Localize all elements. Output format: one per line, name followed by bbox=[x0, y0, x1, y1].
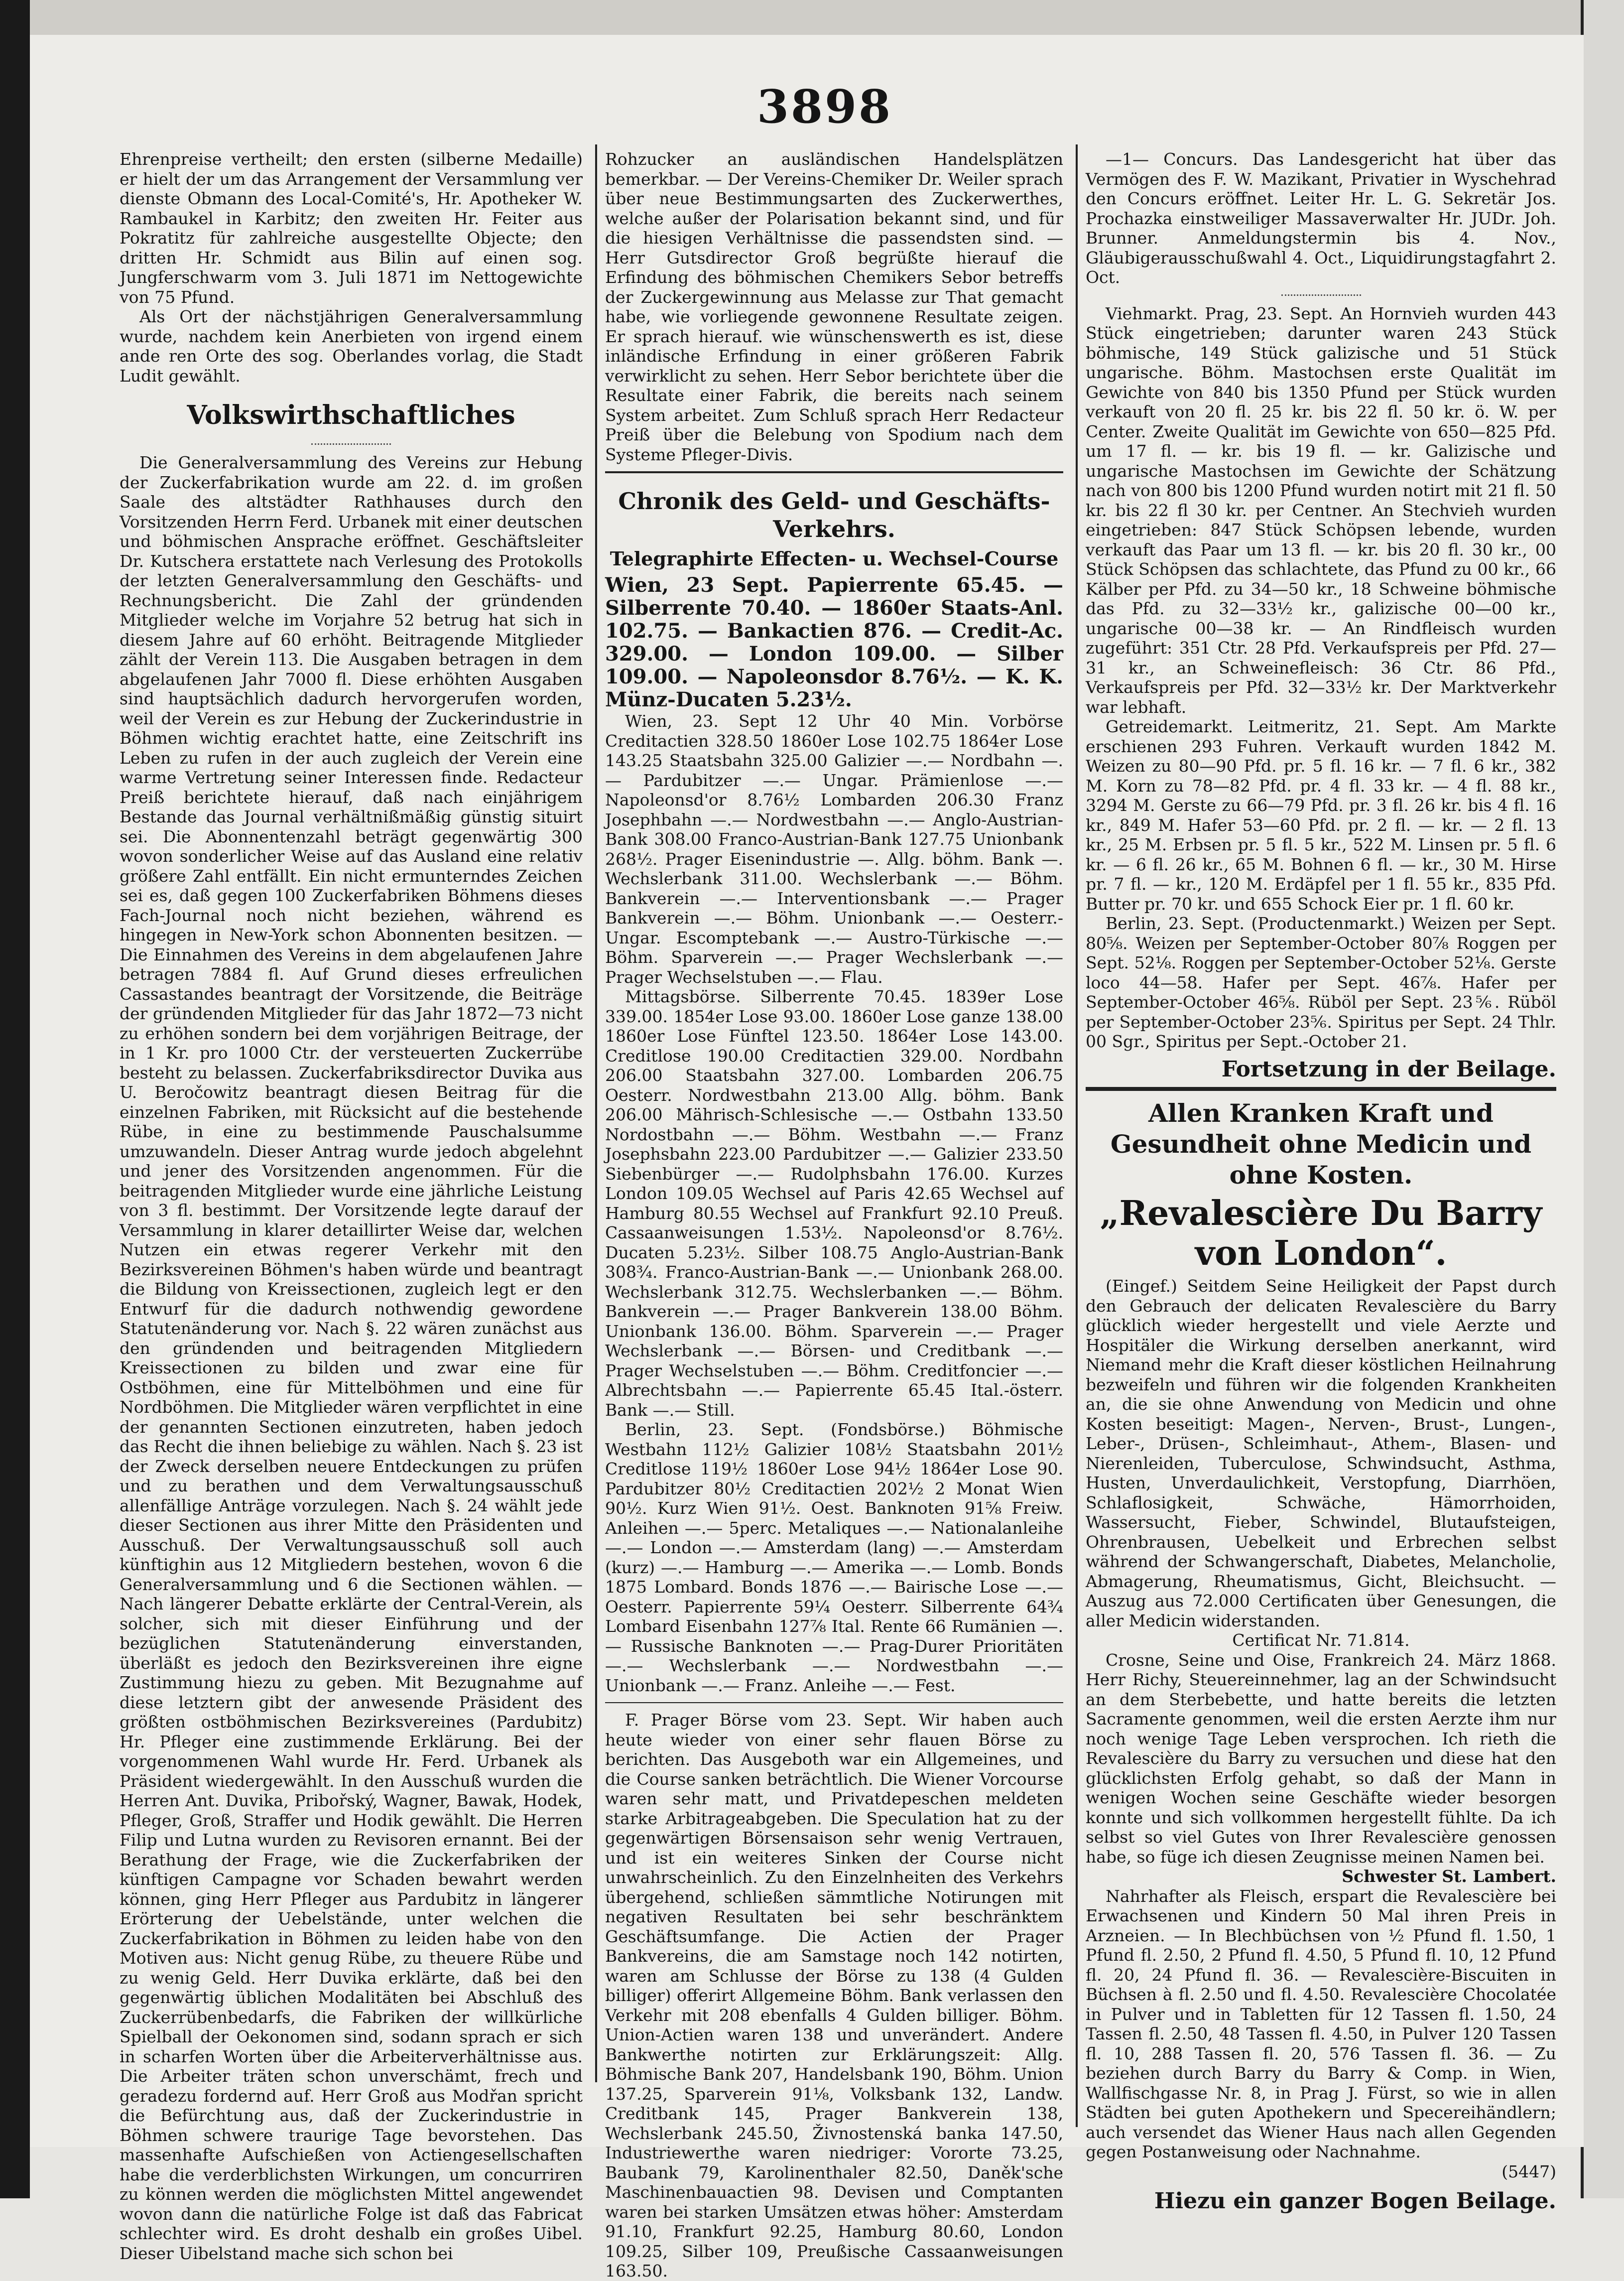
ad-headline: „Revalescière Du Barry von London“. bbox=[1100, 1194, 1542, 1273]
paragraph-cattle-market: Viehmarkt. Prag, 23. Sept. An Hornvieh wurden 443 Stück eingetrieben; darunter waren 243 Stück böhmische, 149 Stück galizische und 51 Stück ungarische. Böhm. Mastochsen erste Qualität im Gewichte von 840 bis 1350 Pfund per Stück wurden verkauft von 20 fl. 25 kr. bis 22 fl. 50 kr. ö. W. per Center. Zweite Qualität im Gewichte von 650—825 Pfd. um 17 fl. — kr. bis 19 fl. — kr. Galizische und ungarische Mastochsen im Gewichte der Schätzung nach von 800 bis 1200 Pfund wurden notirt mit 21 fl. 50 kr. bis 22 fl 30 kr. per Centner. An Stechvieh wurden eingetrieben: 847 Stück Schöpsen lebende, wurden verkauft das Paar um 13 fl. — kr. bis 20 fl. 30 kr., 00 Stück Schöpsen das schlachtete, das Pfund zu 00 kr., 66 Kälber per Pfd. zu 34—50 kr., 18 Schweine böhmische das Pfd. zu 32—33½ kr., galizische 00—00 kr., ungarische 00—38 kr. — An Rindfleisch wurden zugeführt: 351 Ctr. 28 Pfd. Verkaufspreis per Pfd. 27—31 kr., an Schweinefleisch: 36 Ctr. 86 Pfd., Verkaufspreis per Pfd. 32—33½ kr. Der Marktverkehr war lebhaft. bbox=[1086, 303, 1556, 717]
ad-paragraph-prices: Nahrhafter als Fleisch, erspart die Revalescière bei Erwachsenen und Kindern 50 Mal ihren Preis in Arzneien. — In Blechbüchsen von ½ Pfund fl. 1.50, 1 Pfund fl. 2.50, 2 Pfund fl. 4.50, 5 Pfund fl. 10, 12 Pfund fl. 20, 24 Pfund fl. 36. — Revalescière-Biscuiten in Büchsen à fl. 2.50 und fl. 4.50. Revalescière Chocolatée in Pulver und in Tabletten für 12 Tassen fl. 1.50, 24 Tassen fl. 2.50, 48 Tassen fl. 4.50, in Pulver 120 Tassen fl. 10, 288 Tassen fl. 20, 576 Tassen fl. 36. — Zu beziehen durch Barry du Barry & Comp. in Wien, Wallfischgasse Nr. 8, in Prag J. Fürst, so wie in allen Städten bei guten Apothekern und Specereihändlern; auch versendet das Wiener Haus nach allen Gegenden gegen Postanweisung oder Nachnahme. bbox=[1086, 1886, 1556, 2161]
paragraph-vienna-prebourse: Wien, 23. Sept 12 Uhr 40 Min. Vorbörse Creditactien 328.50 1860er Lose 102.75 1864er Lose 143.25 Staatsbahn 325.00 Galizier —.— Nordbahn —.— Pardubitzer —.— Ungar. Prämienlose —.— Napoleonsd'or 8.76½ Lombarden 206.30 Franz Josephbahn —.— Nordwestbahn —.— Anglo-Austrian-Bank 308.00 Franco-Austrian-Bank 127.75 Unionbank 268½. Prager Eisenindustrie —. Allg. böhm. Bank —. Wechslerbank 311.00. Wechslerbank —.— Böhm. Bankverein —.— Interventionsbank —.— Prager Bankverein —.— Böhm. Unionbank —.— Oesterr.-Ungar. Escomptebank —.— Austro-Türkische —.— Böhm. Sparverein —.— Prager Wechslerbank —.— Prager Wechselstuben —.— Flau. bbox=[605, 711, 1063, 987]
ad-title: Allen Kranken Kraft und Gesundheit ohne Medicin und ohne Kosten. bbox=[1110, 1098, 1532, 1190]
column-1 bbox=[120, 149, 583, 2263]
paragraph-sugar-association: Die Generalversammlung des Vereins zur Hebung der Zuckerfabrikation wurde am 22. d. im großen Saale des altstädter Rathhauses durch den Vorsitzenden Herrn Ferd. Urbanek mit einer deutschen und böhmischen Ansprache eröffnet. Geschäftsleiter Dr. Kutschera erstattete nach Verlesung des Protokolls der letzten Generalversammlung den Geschäfts- und Rechnungsbericht. Die Zahl der gründenden Mitglieder welche im Vorjahre 52 betrug hat sich in diesem Jahre auf 60 erhöht. Beitragende Mitglieder zählt der Verein 113. Die Ausgaben betragen in dem abgelaufenen Jahr 7000 fl. Diese erhöhten Ausgaben sind hauptsächlich dadurch hervorgerufen worden, weil der Verein es zur Hebung der Zuckerindustrie in Böhmen wichtig erachtet hatte, eine Zeitschrift ins Leben zu rufen in der auch zugleich der Verein eine warme Vertretung seiner Interessen finde. Redacteur Preiß berichtete hierauf, daß nach einjährigem Bestande das Journal verhältnißmäßig günstig situirt sei. Die Abonnentenzahl beträgt gegenwärtig 300 wovon sonderlicher Weise auf das Ausland eine relativ größere Zahl entfällt. Ein nicht ermunterndes Zeichen sei es, daß gegen 100 Zuckerfabriken Böhmens dieses Fach-Journal noch nicht beziehen, während es hingegen in New-York schon Abonnenten besitzen. — Die Einnahmen des Vereins in dem abgelaufenen Jahre betragen 7884 fl. Auf Grund dieses erfreulichen Cassastandes beantragt der Vorsitzende, die Beiträge der gründenden Mitglieder für das Jahr 1872—73 nicht zu erhöhen sondern bei dem vorjährigen Beitrage, der in 1 Kr. pro 1000 Ctr. der versteuerten Zuckerrübe besteht zu belassen. Zuckerfabriksdirector Duvika aus U. Beročowitz beantragt diesen Beitrag für die einzelnen Fabriken, mit Rücksicht auf die bestehende Rübe, in eine zu bestimmende Pauschalsumme umzuwandeln. Dieser Antrag wurde jedoch abgelehnt und jener des Vorsitzenden angenommen. Für die beitragenden Mitglieder wurde eine jährliche Leistung von 3 fl. bestimmt. Der Vorsitzende legte darauf der Versammlung in klarer detaillirter Weise dar, welchen Nutzen ein etwas regerer Verkehr mit den Bezirksvereinen Böhmen's haben würde und beantragt die Bildung von Kreissectionen, zugleich legt er den Entwurf für die dadurch nothwendig gewordene Statutenänderung vor. Nach §. 22 wären zunächst aus den gründenden und beitragenden Mitgliedern Kreissectionen zu bilden und zwar eine für Ostböhmen, eine für Mittelböhmen und eine für Nordböhmen. Die Mitglieder wären verpflichtet in eine der genannten Sectionen einzutreten, haben jedoch das Recht die ihnen beliebige zu wählen. Nach §. 23 ist der Zweck derselben neuere Entdeckungen zu prüfen und zu berathen und dem Verwaltungsausschuß allenfällige Anträge vorzulegen. Nach §. 24 wählt jede dieser Sectionen aus ihrer Mitte den Präsidenten und Ausschuß. Der Verwaltungsausschuß soll auch künftighin aus 12 Mitgliedern bestehen, wovon 6 die Generalversammlung und 6 die Sectionen wählen. — Nach längerer Debatte erklärte der Central-Verein, als solcher, sich mit dieser Einführung und der bezüglichen Statutenänderung einverstanden, überläßt es jedoch den Bezirksvereinen ihre eigne Zustimmung hiezu zu geben. Mit Bezugnahme auf diese letztern gibt der anwesende Präsident des größten ostböhmischen Bezirksvereines (Pardubitz) Hr. Pfleger eine zustimmende Erklärung. Bei der vorgenommenen Wahl wurde Hr. Ferd. Urbanek als Präsident wiedergewählt. In den Ausschuß wurden die Herren Ant. Duvika, Pribořský, Wagner, Bawak, Hodek, Pfleger, Groß, Straffer und Hodik gewählt. Die Herren Filip und Lutna wurden zu Revisoren ernannt. Bei der Berathung der Frage, wie die Zuckerfabriken der künftigen Campagne vor Schaden bewahrt werden können, ging Herr Pfleger aus Pardubitz in längerer Erörterung der Uebelstände, unter welchen die Zuckerfabrikation in Böhmen zu leiden habe von den Motiven aus: Nicht genug Rübe, zu theuere Rübe und zu wenig Geld. Herr Duvika erklärte, daß bei den gegenwärtig üblichen Modalitäten bei Abschluß des Zuckerrübenbedarfs, die Fabriken der willkürliche Spielball der Oekonomen sind, sodann sprach er sich in scharfen Worten über die Arbeiterverhältnisse aus. Die Arbeiter träten schon unverschämt, frech und geradezu fordernd auf. Herr Groß aus Modřan spricht die Befürchtung aus, daß der Zuckerindustrie in Böhmen schwere traurige Tage bevorstehen. Das massenhafte Aufschießen von Actiengesellschaften habe die verderblichsten Wirkungen, um concurriren zu können werden die möglichsten Mittel angewendet wovon dann die natürliche Folge ist daß das Fabricat schlechter wird. Es droht deshalb ein großes Uibel. Dieser Uibelstand mache sich schon bei bbox=[120, 453, 583, 2263]
scan-right-edge bbox=[1581, 0, 1624, 2198]
column-rule-2 bbox=[1076, 144, 1078, 2127]
supplement-notice: Hiezu ein ganzer Bogen Beilage. bbox=[1154, 2188, 1556, 2214]
paragraph-berlin-products: Berlin, 23. Sept. (Productenmarkt.) Weizen per Sept. 80⅝. Weizen per September-October 80⅞ Roggen per Sept. 52⅛. Roggen per September-October 52⅛. Gerste loco 44—58. Hafer per Sept. 46⅞. Hafer per September-October 46⅝. Rüböl per Sept. 23⅚. Rüböl per September-October 23⅚. Spiritus per Sept. 24 Thlr. 00 Sgr., Spiritus per Sept.-October 21. bbox=[1086, 914, 1556, 1051]
scan-top-edge bbox=[0, 0, 1624, 35]
continued-notice: Fortsetzung in der Beilage. bbox=[1221, 1056, 1556, 1082]
paragraph-sugar-continued: Rohzucker an ausländischen Handelsplätzen bemerkbar. — Der Vereins-Chemiker Dr. Weiler sprach über neue Bestimmungsarten des Zuckerwerthes, welche außer der Polarisation bekannt sind, und für die hiesigen Verhältnisse die passendsten sind. — Herr Gutsdirector Groß begrüßte hierauf die Erfindung des böhmischen Chemikers Sebor betreffs der Zuckergewinnung aus Melasse zur That gemacht habe, wie vorliegende gewonnene Resultate zeigen. Er sprach hierauf. wie wünschenswerth es ist, diese inländische Erfindung in einer größeren Fabrik verwirklicht zu sehen. Herr Sebor berichtete über die Resultate einer Fabrik, die bereits nach seinem System arbeitet. Zum Schluß sprach Herr Redacteur Preiß über die Belebung von Spodium nach dem Systeme Pfleger-Divis. bbox=[605, 149, 1063, 464]
paragraph-grain-market: Getreidemarkt. Leitmeritz, 21. Sept. Am Markte erschienen 293 Fuhren. Verkauft wurden 1842 M. Weizen zu 80—90 Pfd. pr. 5 fl. 16 kr. — 7 fl. 6 kr., 382 M. Korn zu 78—82 Pfd. pr. 4 fl. 33 kr. — 4 fl. 88 kr., 3294 M. Gerste zu 66—79 Pfd. pr. 3 fl. 26 kr. bis 4 fl. 16 kr., 849 M. Hafer 53—60 Pfd. pr. 2 fl. — kr. — 2 fl. 13 kr., 25 M. Erbsen pr. 5 fl. 5 kr., 522 M. Linsen pr. 5 fl. 6 kr. — 6 fl. 26 kr., 65 M. Bohnen 6 fl. — kr., 30 M. Hirse pr. 7 fl. — kr., 120 M. Erdäpfel per 1 fl. 55 kr., 835 Pfd. Butter pr. 70 kr. und 655 Schock Eier pr. 1 fl. 60 kr. bbox=[1086, 717, 1556, 914]
heading-ornament bbox=[311, 436, 391, 445]
section-heading-money-market: Chronik des Geld- und Geschäfts-Verkehrs. bbox=[618, 488, 1050, 542]
paragraph-awards: Ehrenpreise vertheilt; den ersten (silberne Medaille) er hielt der um das Arrangement der Versammlung ver dienste Obmann des Local-Comité's, Hr. Apotheker W. Rambaukel in Karbitz; den zweiten Hr. Feiter aus Pokratitz für zahlreiche ausgestellte Objecte; den dritten Hr. Schmidt aus Bilin auf einen sog. Jungferschwarm vom 3. Juli 1871 im Nettogewichte von 75 Pfund. bbox=[120, 149, 583, 307]
divider-ornament bbox=[1281, 287, 1361, 296]
paragraph-midday-bourse: Mittagsbörse. Silberrente 70.45. 1839er Lose 339.00. 1854er Lose 93.00. 1860er Lose ganze 138.00 1860er Lose Fünftel 123.50. 1864er Lose 143.00. Creditlose 190.00 Creditactien 329.00. Nordbahn 206.00 Staatsbahn 327.00. Lombarden 206.75 Oesterr. Nordwestbahn 213.00 Allg. böhm. Bank 206.00 Mährisch-Schlesische —.— Ostbahn 133.50 Nordostbahn —.— Böhm. Westbahn —.— Franz Josephsbahn 223.00 Pardubitzer —.— Galizier 233.50 Siebenbürger —.— Rudolphsbahn 176.00. Kurzes London 109.05 Wechsel auf Paris 42.65 Wechsel auf Hamburg 80.55 Wechsel auf Frankfurt 92.10 Preuß. Cassaanweisungen 1.53½. Napoleonsd'or 8.76½. Ducaten 5.23½. Silber 108.75 Anglo-Austrian-Bank 308¾. Franco-Austrian-Bank —.— Unionbank 268.00. Wechslerbank 312.75. Wechslerbanken —.— Böhm. Bankverein —.— Prager Bankverein 138.00 Böhm. Unionbank 136.00. Böhm. Sparverein —.— Prager Wechslerbank —.— Börsen- und Creditbank —.— Prager Wechselstuben —.— Böhm. Creditfoncier —.— Albrechtsbahn —.— Papierrente 65.45 Ital.-österr. Bank —.— Still. bbox=[605, 987, 1063, 1420]
paragraph-venue: Als Ort der nächstjährigen Generalversammlung wurde, nachdem kein Anerbieten von irgend einem ande ren Orte des sog. Oberlandes vorlag, die Stadt Ludit gewählt. bbox=[120, 307, 583, 386]
ad-signature: Schwester St. Lambert. bbox=[1342, 1867, 1556, 1886]
subheading-telegraphed-courses: Telegraphirte Effecten- u. Wechsel-Course bbox=[610, 547, 1059, 570]
ad-top-rule bbox=[1086, 1087, 1556, 1091]
scan-left-edge bbox=[0, 0, 30, 2198]
paragraph-vienna-headline: Wien, 23 Sept. Papierrente 65.45. — Silberrente 70.40. — 1860er Staats-Anl. 102.75. — Bankactien 876. — Credit-Ac. 329.00. — London 109.00. — Silber 109.00. — Napoleonsdor 8.76½. — K. K. Münz-Ducaten 5.23½. bbox=[605, 573, 1063, 711]
ad-number: (5447) bbox=[1501, 2161, 1556, 2181]
paragraph-berlin-bourse: Berlin, 23. Sept. (Fondsbörse.) Böhmische Westbahn 112½ Galizier 108½ Staatsbahn 201½ Creditlose 119½ 1860er Lose 94½ 1864er Lose 90. Pardubitzer 80½ Creditactien 202½ 2 Monat Wien 90½. Kurz Wien 91½. Oest. Banknoten 91⅝ Freiw. Anleihen —.— 5perc. Metaliques —.— Nationalanleihe —.— London —.— Amsterdam (lang) —.— Amsterdam (kurz) —.— Hamburg —.— Amerika —.— Lomb. Bonds 1875 Lombard. Bonds 1876 —.— Bairische Lose —.— Oesterr. Papierrente 59¼ Oesterr. Silberrente 64¾ Lombard Eisenbahn 127⅞ Ital. Rente 66 Rumänien —.— Russische Banknoten —.— Prag-Durer Prioritäten —.— Wechslerbank —.— Nordwestbahn —.— Unionbank —.— Franz. Anleihe —.— Fest. bbox=[605, 1420, 1063, 1695]
ad-paragraph-intro: (Eingef.) Seitdem Seine Heiligkeit der Papst durch den Gebrauch der delicaten Revalescière du Barry glücklich wieder hergestellt und viele Aerzte und Hospitäler die Wirkung derselben anerkannt, wird Niemand mehr die Kraft dieser köstlichen Heilnahrung bezweifeln und führen wir die folgenden Krankheiten an, die sie ohne Anwendung von Medicin und ohne Kosten beseitigt: Magen-, Nerven-, Brust-, Lungen-, Leber-, Drüsen-, Schleimhaut-, Athem-, Blasen- und Nierenleiden, Tuberculose, Schwindsucht, Asthma, Husten, Unverdaulichkeit, Verstopfung, Diarrhöen, Schlaflosigkeit, Schwäche, Hämorrhoiden, Wassersucht, Fieber, Schwindel, Blutaufsteigen, Ohrenbrausen, Uebelkeit und Erbrechen selbst während der Schwangerschaft, Diabetes, Melancholie, Abmagerung, Rheumatismus, Gicht, Bleichsucht. — Auszug aus 72.000 Certificaten über Genesungen, die aller Medicin widerstanden. bbox=[1086, 1276, 1556, 1630]
section-divider bbox=[605, 471, 1063, 473]
ad-paragraph-testimony: Crosne, Seine und Oise, Frankreich 24. März 1868. Herr Richy, Steuereinnehmer, lag an der Schwindsucht an dem Sterbebette, und hatte bereits die letzten Sacramente genommen, weil die ersten Aerzte ihm nur noch wenige Tage Leben versprochen. Ich rieth die Revalescière du Barry zu versuchen und diese hat den glücklichsten Erfolg gehabt, so daß der Mann in wenigen Wochen seine Geschäfte wieder besorgen konnte und sich vollkommen hergestellt fühlte. Da ich selbst so viel Gutes von Ihrer Revalescière genossen habe, so füge ich diesen Zeugnisse meinen Namen bei. bbox=[1086, 1650, 1556, 1867]
section-heading-economics: Volkswirthschaftliches bbox=[187, 400, 515, 430]
paragraph-prague-bourse: F. Prager Börse vom 23. Sept. Wir haben auch heute wieder von einer sehr flauen Börse zu berichten. Das Ausgeboth war ein Allgemeines, und die Course sanken beträchtlich. Die Wiener Vorcourse waren sehr matt, und Privatdepeschen meldeten starke Arbitrageabgeben. Die Speculation hat zu der gegenwärtigen Börsensaison sehr wenig Vertrauen, und ist ein weiteres Sinken der Course nicht unwahrscheinlich. Zu den Einzelnheiten des Verkehrs übergehend, schließen sämmtliche Notirungen mit negativen Resultaten bei sehr beschränktem Geschäftsumfange. Die Actien der Prager Bankvereins, die am Samstage noch 142 notirten, waren am Schlusse der Börse zu 138 (4 Gulden billiger) offerirt Allgemeine Böhm. Bank verlassen den Verkehr mit 208 ebenfalls 4 Gulden billiger. Böhm. Union-Actien waren 138 und unverändert. Andere Bankwerthe notirten zur Erklärungszeit: Allg. Böhmische Bank 207, Handelsbank 190, Böhm. Union 137.25, Sparverein 91⅛, Volksbank 132, Landw. Creditbank 145, Prager Bankverein 138, Wechslerbank 245.50, Živnostenská banka 147.50, Industriewerthe waren niedriger: Vororte 73.25, Baubank 79, Karolinenthaler 82.50, Daněk'sche Maschinenbauactien 98. Devisen und Comptanten waren bei starken Umsätzen etwas höher: Amsterdam 91.10, Frankfurt 92.25, Hamburg 80.60, London 109.25, Silber 109, Preußische Cassaanweisungen 163.50. bbox=[605, 1710, 1063, 2281]
column-rule-1 bbox=[595, 144, 597, 2082]
column-3 bbox=[1086, 149, 1556, 2214]
paragraph-concurs: —1— Concurs. Das Landesgericht hat über das Vermögen des F. W. Mazikant, Privatier in Wyschehrad den Concurs eröffnet. Leiter Hr. L. G. Sekretär Jos. Prochazka einstweiliger Massaverwalter Hr. JUDr. Joh. Brunner. Anmeldungstermin bis 4. Nov., Gläubigerausschußwahl 4. Oct., Liquidirungstagfahrt 2. Oct. bbox=[1086, 149, 1556, 287]
ad-certificate-number: Certificat Nr. 71.814. bbox=[1232, 1630, 1410, 1650]
page-number: 3898 bbox=[757, 80, 893, 134]
column-2 bbox=[605, 149, 1063, 2281]
section-divider-2 bbox=[605, 1702, 1063, 1703]
